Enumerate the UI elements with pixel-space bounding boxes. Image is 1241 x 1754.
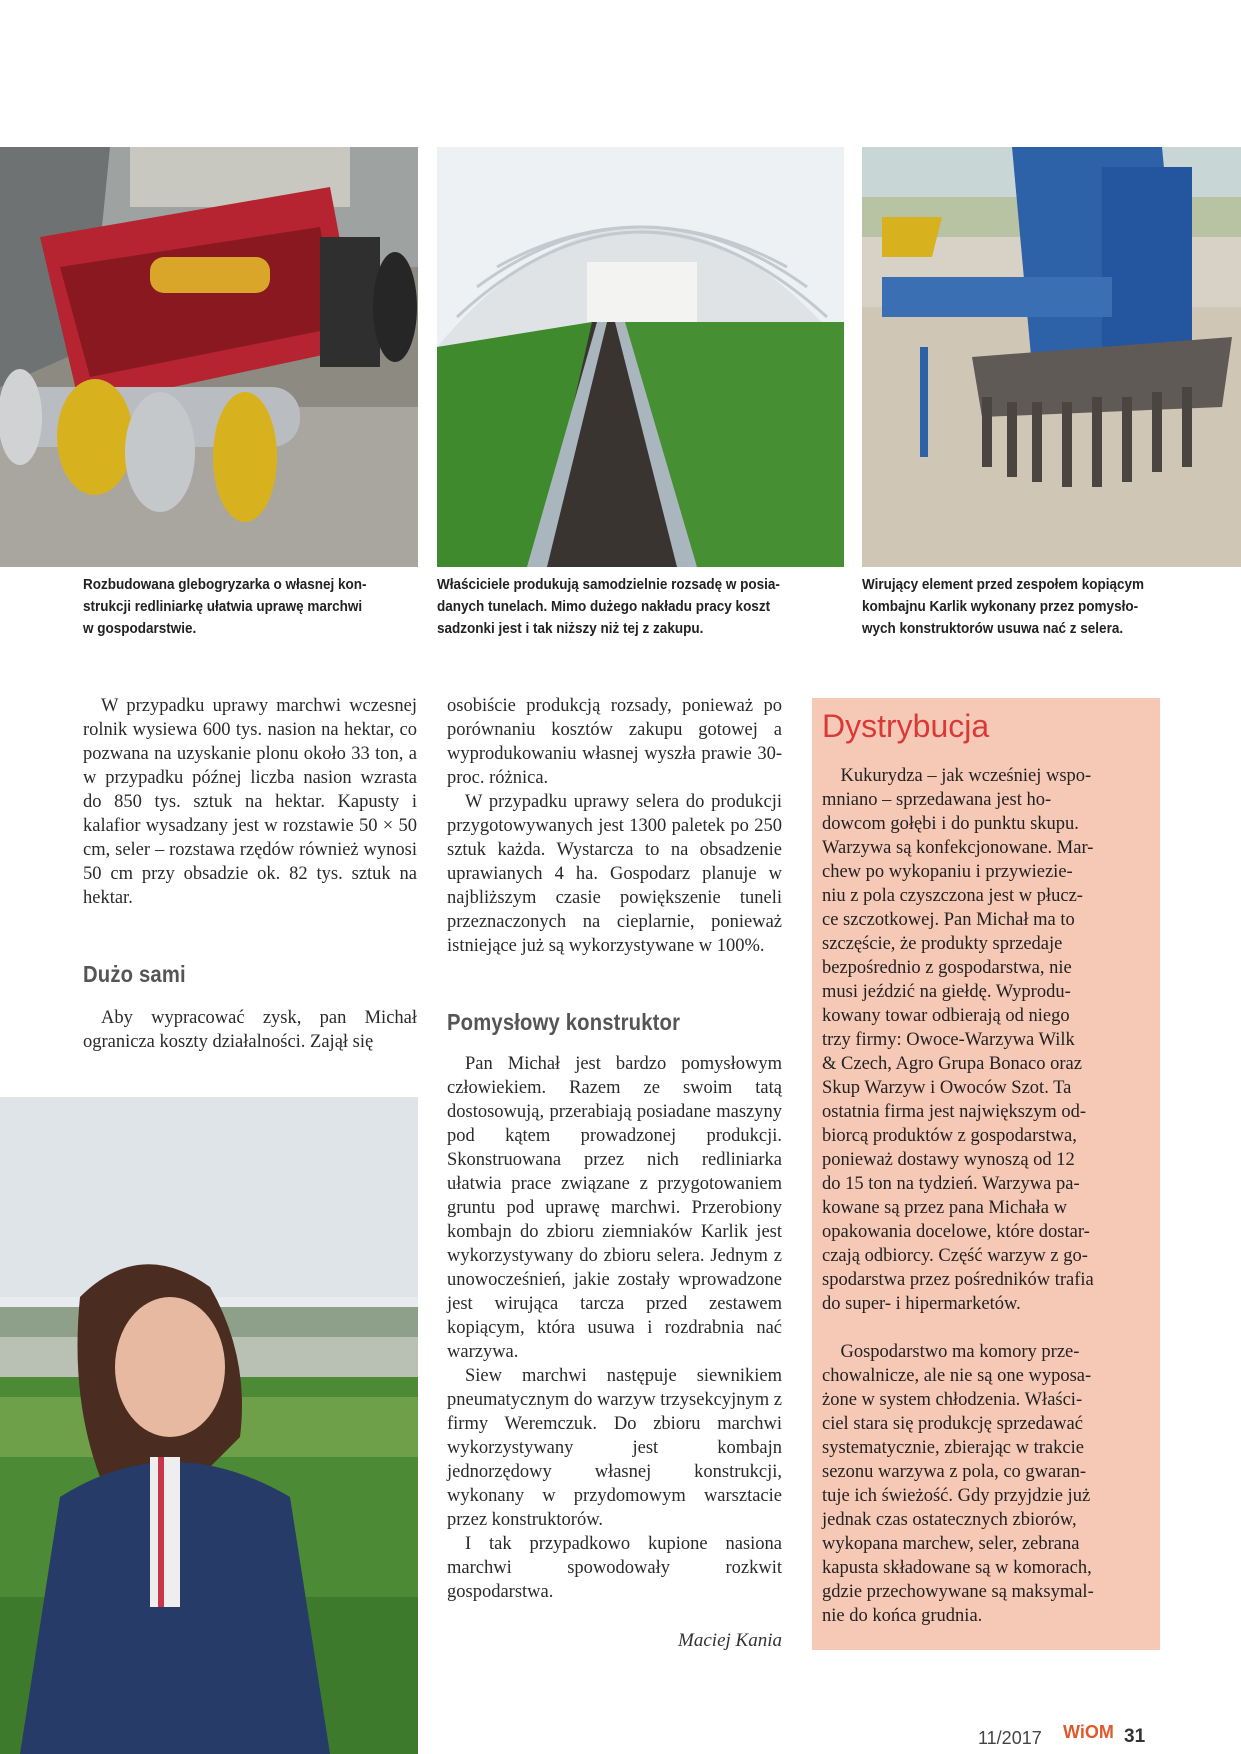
caption-line: wych konstruktorów usuwa nać z selera. (862, 620, 1124, 637)
sidebar-line: spodarstwa przez pośredników trafia (822, 1270, 1094, 1290)
article-paragraph: I tak przypadkowo kupione nasiona marchwi spowodowały rozkwit gospodarstwa. (447, 1534, 782, 1602)
sidebar-line: trzy firmy: Owoce-Warzywa Wilk (822, 1030, 1075, 1050)
photo-caption-1 (83, 574, 367, 640)
magazine-logo: WiOM (1063, 1722, 1114, 1742)
sidebar-line: kowany towar odbierają od niego (822, 1006, 1070, 1026)
sidebar-line: Gospodarstwo ma komory prze- (822, 1342, 1080, 1362)
caption-line: Rozbudowana glebogryzarka o własnej kon- (83, 576, 367, 593)
sidebar-line: do 15 ton na tydzień. Warzywa pa- (822, 1174, 1080, 1194)
caption-line: sadzonki jest i tak niższy niż tej z zakupu. (437, 620, 704, 637)
author-signature: Maciej Kania (678, 1630, 782, 1651)
photo-karlik-machine (862, 147, 1241, 567)
sidebar-line: żone w system chłodzenia. Właści- (822, 1390, 1083, 1410)
sidebar-line: biorcą produktów z gospodarstwa, (822, 1126, 1077, 1146)
sidebar-text (822, 764, 1152, 1628)
photo-greenhouse (437, 147, 844, 567)
sidebar-line: tuje ich świeżość. Gdy przyjdzie już (822, 1486, 1091, 1506)
section-heading: Pomysłowy konstruktor (447, 1009, 681, 1035)
sidebar-line: chew po wykopaniu i przywiezie- (822, 862, 1073, 882)
article-paragraph: Siew marchwi następuje siewnikiem pneumatycznym do warzyw trzysekcyjnym z firmy Weremczuk. Do zbioru marchwi wykorzystywany jest kombajn jednorzędowy własnej konstrukcji, wykonany w przydomowym warsztacie przez konstruktorów. (447, 1366, 782, 1530)
sidebar-line: gdzie przechowywane są maksymal- (822, 1582, 1094, 1602)
sidebar-line: dowcom gołębi i do punktu skupu. (822, 814, 1079, 834)
article-paragraph: W przypadku uprawy selera do produkcji przygotowywanych jest 1300 paletek po 250 sztuk każda. Wystarcza to na obsadzenie uprawianych 4 ha. Gospodarz planuje w najbliższym czasie powiększenie tuneli przeznaczonych na cieplarnie, ponieważ istniejące już są wykorzystywane w 100%. (447, 792, 782, 956)
sidebar-line: szczęście, że produkty sprzedaje (822, 934, 1063, 954)
caption-line: Wirujący element przed zespołem kopiącym (862, 576, 1144, 593)
article-paragraph: Pan Michał jest bardzo pomysłowym człowiekiem. Razem ze swoim tatą dostosowują, przerabiają posiadane maszyny pod kątem prowadzonej produkcji. Skonstruowana przez nich redliniarka ułatwia prace związane z przygotowaniem gruntu pod uprawę marchwi. Przerobiony kombajn do zbioru ziemniaków Karlik jest wykorzystywany do zbioru selera. Jednym z unowocześnień, jakie zostały wprowadzone jest wirująca tarcza przed zestawem kopiącym, która usuwa i rozdrabnia nać warzywa. (447, 1054, 782, 1362)
sidebar-line: kapusta składowane są w komorach, (822, 1558, 1092, 1578)
sidebar-line: sezonu warzywa z pola, co gwaran- (822, 1462, 1087, 1482)
caption-line: strukcji redliniarkę ułatwia uprawę marchwi (83, 598, 363, 615)
sidebar-line: wykopana marchew, seler, zebrana (822, 1534, 1080, 1554)
page-number: 31 (1124, 1726, 1146, 1747)
photo-tiller (0, 147, 418, 567)
article-paragraph: Aby wypracować zysk, pan Michał ogranicza koszty działalności. Zajął się (83, 1008, 417, 1052)
caption-line: danych tunelach. Mimo dużego nakładu pracy koszt (437, 598, 771, 615)
photo-caption-2 (437, 574, 780, 640)
photo-farmer-woman (0, 1097, 418, 1754)
sidebar-line: mniano – sprzedawana jest ho- (822, 790, 1052, 810)
sidebar-line: do super- i hipermarketów. (822, 1294, 1021, 1314)
caption-line: Właściciele produkują samodzielnie rozsadę w posia- (437, 576, 780, 593)
sidebar-paragraph-1 (822, 764, 1152, 1316)
sidebar-line: ostatnia firma jest największym od- (822, 1102, 1087, 1122)
caption-line: kombajnu Karlik wykonany przez pomysło- (862, 598, 1139, 615)
sidebar-line: Warzywa są konfekcjonowane. Mar- (822, 838, 1094, 858)
sidebar-line: Skup Warzyw i Owoców Szot. Ta (822, 1078, 1072, 1098)
sidebar-title: Dystrybucja (822, 708, 990, 744)
article-column-2 (447, 694, 782, 958)
sidebar-line: ponieważ dostawy wynoszą od 12 (822, 1150, 1075, 1170)
sidebar-line: jednak czas ostatecznych zbiorów, (822, 1510, 1077, 1530)
article-paragraph: W przypadku uprawy marchwi wczesnej rolnik wysiewa 600 tys. nasion na hektar, co pozwana na uzyskanie plonu około 33 ton, a w przypadku późnej liczba nasion wzrasta do 850 tys. sztuk na hektar. Kapusty i kalafior wysadzany jest w rozstawie 50 × 50 cm, seler – rozstawa rzędów również wynosi 50 cm przy obsadzie ok. 82 tys. sztuk na hektar. (83, 696, 417, 908)
sidebar-line: czają odbiorcy. Część warzyw z go- (822, 1246, 1088, 1266)
article-paragraph: osobiście produkcją rozsady, ponieważ po porównaniu kosztów zakupu gotowej a wyprodukowaniu własnej wyszła prawie 30-proc. różnica. (447, 696, 782, 788)
sidebar-line: opakowania docelowe, które dostar- (822, 1222, 1090, 1242)
sidebar-line: systematycznie, zbierając w trakcie (822, 1438, 1084, 1458)
article-column-2-cont (447, 1052, 782, 1604)
caption-line: w gospodarstwie. (83, 620, 197, 637)
sidebar-line: nie do końca grudnia. (822, 1606, 983, 1626)
sidebar-line: chowalnicze, ale nie są one wyposa- (822, 1366, 1092, 1386)
sidebar-line: Kukurydza – jak wcześniej wspo- (822, 766, 1092, 786)
sidebar-line: niu z pola czyszczona jest w płucz- (822, 886, 1083, 906)
sidebar-line: musi jeździć na giełdę. Wyprodu- (822, 982, 1071, 1002)
article-column-1 (83, 694, 417, 910)
sidebar-paragraph-2 (822, 1340, 1152, 1628)
section-heading: Dużo sami (83, 961, 186, 987)
photo-caption-3 (862, 574, 1144, 640)
sidebar-line: bezpośrednio z gospodarstwa, nie (822, 958, 1072, 978)
sidebar-line: ciel stara się produkcję sprzedawać (822, 1414, 1083, 1434)
sidebar-line: & Czech, Agro Grupa Bonaco oraz (822, 1054, 1082, 1074)
issue-number: 11/2017 (978, 1728, 1042, 1748)
article-column-1-cont (83, 1006, 417, 1054)
sidebar-line: kowane są przez pana Michała w (822, 1198, 1068, 1218)
paragraph-gap (822, 1316, 1152, 1340)
sidebar-line: ce szczotkowej. Pan Michał ma to (822, 910, 1075, 930)
